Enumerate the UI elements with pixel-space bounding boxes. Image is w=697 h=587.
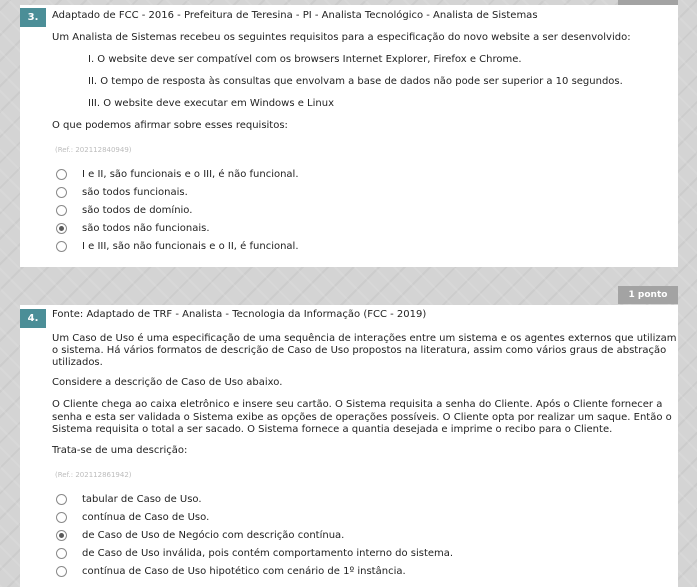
question-text-line: o sistema. Há vários formatos de descrição de Caso de Uso propostos na literatura, assim como vários graus de abstração [52,345,667,356]
answer-option[interactable] [56,239,299,253]
radio-button[interactable] [56,566,67,577]
question-intro: Um Analista de Sistemas recebeu os seguintes requisitos para a especificação do novo website a ser desenvolvido: [52,32,631,43]
option-label: são todos funcionais. [82,186,188,198]
question-text-line: utilizados. [52,357,103,368]
question-prompt: O que podemos afirmar sobre esses requisitos: [52,120,288,131]
question-text-line: Sistema requisita o total a ser sacado. O Sistema fornece a quantia desejada e imprime o recibo para o Cliente. [52,424,613,435]
question-card-4 [20,305,678,587]
radio-button[interactable] [56,494,67,505]
option-label: contínua de Caso de Uso hipotético com cenário de 1º instância. [82,565,406,577]
answer-option[interactable] [56,528,344,542]
answer-option[interactable] [56,564,406,578]
question-text: Considere a descrição de Caso de Uso abaixo. [52,377,283,388]
answer-option[interactable] [56,546,453,560]
question-card-3 [20,5,678,267]
question-number: 3. [20,8,46,27]
radio-button[interactable] [56,241,67,252]
option-label: de Caso de Uso de Negócio com descrição contínua. [82,529,345,541]
radio-button[interactable] [56,169,67,180]
requirement-item: III. O website deve executar em Windows e Linux [88,98,335,109]
question-number: 4. [20,309,46,328]
answer-option[interactable] [56,492,202,506]
radio-button[interactable] [56,512,67,523]
question-source: Adaptado de FCC - 2016 - Prefeitura de Teresina - PI - Analista Tecnológico - Analista de Sistemas [52,10,538,21]
answer-option[interactable] [56,185,188,199]
answer-option[interactable] [56,167,299,181]
question-ref: (Ref.: 202112861942) [55,471,132,479]
answer-option[interactable] [56,510,209,524]
answer-option[interactable] [56,203,192,217]
question-source: Fonte: Adaptado de TRF - Analista - Tecnologia da Informação (FCC - 2019) [52,309,427,320]
question-prompt: Trata-se de uma descrição: [52,445,188,456]
question-text-line: Um Caso de Uso é uma especificação de uma sequência de interações entre um sistema e os agentes externos que utilizam [52,333,677,344]
answer-option[interactable] [56,221,210,235]
question-text-line: O Cliente chega ao caixa eletrônico e insere seu cartão. O Sistema requisita a senha do Cliente. Após o Cliente fornecer a [52,399,663,410]
requirement-item: I. O website deve ser compatível com os browsers Internet Explorer, Firefox e Chrome. [88,54,522,65]
option-label: contínua de Caso de Uso. [82,511,210,523]
radio-button[interactable] [56,548,67,559]
radio-button-selected[interactable] [56,223,67,234]
option-label: são todos não funcionais. [82,222,210,234]
radio-button[interactable] [56,187,67,198]
option-label: de Caso de Uso inválida, pois contém comportamento interno do sistema. [82,547,454,559]
option-label: tabular de Caso de Uso. [82,493,202,505]
question-text-line: senha e esta ser validada o Sistema exibe as opções de operações possíveis. O Cliente opta por realizar um saque. Então o [52,412,672,423]
option-label: I e II, são funcionais e o III, é não funcional. [82,168,299,180]
requirement-item: II. O tempo de resposta às consultas que envolvam a base de dados não pode ser superior a 10 segundos. [88,76,623,87]
radio-button-selected[interactable] [56,530,67,541]
option-label: são todos de domínio. [82,204,193,216]
radio-button[interactable] [56,205,67,216]
option-label: I e III, são não funcionais e o II, é funcional. [82,240,299,252]
points-tab: 1 ponto [618,286,678,304]
question-ref: (Ref.: 202112840949) [55,146,132,154]
